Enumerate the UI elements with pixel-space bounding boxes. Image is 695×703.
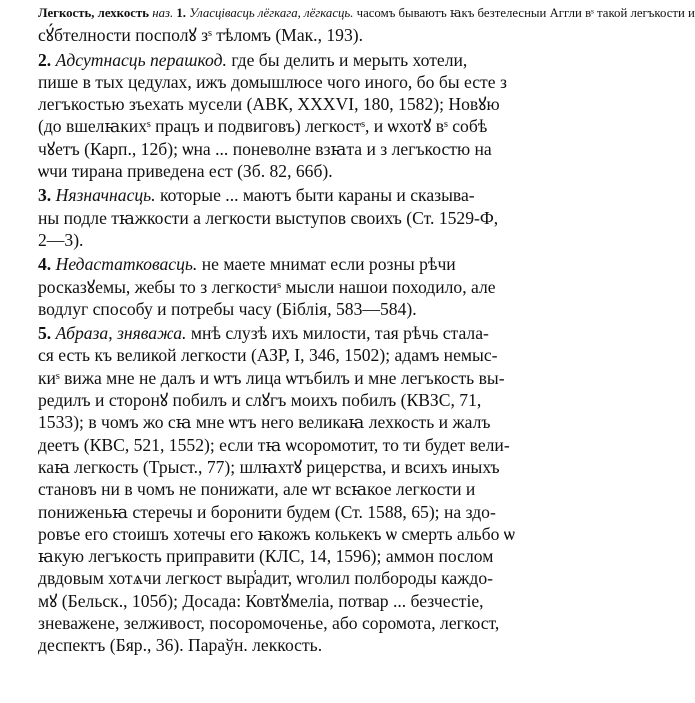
citation-line: 2—3). — [38, 229, 84, 250]
sense-first-line — [8, 49, 584, 71]
citation-line: киˢ вижа мне не далъ и ѡтъ лица ѡтъбилъ и мне легъкость вы- — [38, 367, 505, 388]
citation-line: двдовым хотѧчи легкост выр̾адит, ѡголил полбороды каждо- — [38, 568, 493, 589]
citation-line: ся есть къ великой легкости (АЗР, I, 346, 1502); адамъ немыс- — [38, 345, 498, 366]
sense-5 — [8, 322, 584, 656]
sense-definition: Абраза, зняважа. — [55, 323, 187, 344]
citation-line: деетъ (КВС, 521, 1552); если тꙗ ѡсоромотит, то ти будет вели- — [38, 434, 510, 455]
citation-line: ѡчи тирана приведена ест (Зб. 82, 66б). — [38, 161, 333, 182]
sense-definition: Уласцівасць лёгкага, лёгкасць. — [189, 6, 354, 20]
sense-definition: Недастатковасць. — [55, 254, 198, 275]
sense-3 — [8, 184, 584, 251]
citation-line: ꙗкую легъкость приправити (КЛС, 14, 1596); аммон послом — [38, 546, 494, 567]
sense-first-line — [8, 184, 584, 206]
citation-line: сꙋ́бтелности посполꙋ зˢ тѣломъ (Мак., 193). — [38, 25, 364, 46]
citation-line: 1533); в чомъ жо сꙗ мне ѡтъ него великаꙗ лехкость и жалъ — [38, 412, 491, 433]
headword: Легкость, лехкость — [38, 6, 150, 20]
citation-line: ны подле тꙗжкости а легкости выступов своихъ (Ст. 1529-Ф, — [38, 207, 499, 228]
sense-number: 3. — [38, 185, 52, 206]
citation-line: деспектъ (Бяр., 36). Параўн. леккость. — [38, 635, 323, 656]
citation-text: часомъ бываютъ ꙗкъ безтелесныи Аггли вˢ такой легъкости и — [356, 6, 695, 20]
entry-first-line — [8, 2, 695, 24]
sense-definition: Адсутнасць перашкод. — [55, 49, 227, 70]
grammar-label: наз. — [152, 6, 174, 20]
citation-line: росказꙋемы, жебы то з легкостиˢ мысли нашои походило, але — [38, 276, 496, 297]
citation-line: каꙗ легкость (Трыст., 77); шлꙗхтꙋ рицерства, и всихъ иныхъ — [38, 456, 500, 477]
citation-line: становъ ни в чомъ не понижати, але ѡт всꙗкое легкости и — [38, 479, 476, 500]
citation-line: пониженьꙗ стеречы и боронити будем (Ст. 1588, 65); на здо- — [38, 501, 496, 522]
citation-line: чꙋетъ (Карп., 12б); ѡна ... поневолне взꙗта и з легъкостю на — [38, 138, 492, 159]
citation-line: (до вшелꙗкихˢ працъ и подвиговъ) легкостˢ, и ѡхотꙋ вˢ собѣ — [38, 116, 488, 137]
sense-number: 1. — [176, 6, 186, 20]
citation-text: не маете мнимат если розны рѣчи — [201, 254, 456, 275]
sense-number: 5. — [38, 323, 52, 344]
sense-number: 4. — [38, 254, 52, 275]
citation-line: редилъ и сторонꙋ побилъ и слꙋгъ моихъ побилъ (КВЗС, 71, — [38, 390, 482, 411]
citation-line: ровъе его стоишъ хотечы его ꙗкожъ колькекъ ѡ смерть альбо ѡ — [38, 523, 515, 544]
sense-1 — [8, 2, 695, 47]
sense-number: 2. — [38, 49, 52, 70]
sense-first-line — [8, 253, 584, 275]
citation-text: мнѣ слузѣ ихъ милости, тая рѣчь стала- — [190, 323, 489, 344]
citation-line: пише в тых цедулах, ижъ домышлюсе чого иного, бо бы есте з — [38, 71, 507, 92]
dictionary-entry — [8, 2, 695, 657]
citation-line: зневажене, зелживост, посоромоченье, або соромота, легкост, — [38, 613, 500, 634]
sense-4 — [8, 253, 584, 320]
citation-line: мꙋ (Бельск., 105б); Досада: Ковтꙋмеліа, потвар ... безчестіе, — [38, 590, 484, 611]
citation-line: легъкостью зъехать мусели (АВК, XXXVI, 180, 1582); Новꙋю — [38, 94, 500, 115]
sense-definition: Нязначнасць. — [55, 185, 156, 206]
citation-line: водлуг способу и потребы часу (Біблія, 583—584). — [38, 298, 417, 319]
sense-first-line — [8, 322, 584, 344]
citation-text: где бы делить и мерыть хотели, — [231, 49, 468, 70]
sense-2 — [8, 49, 584, 183]
citation-text: которые ... маютъ быти караны и сказыва- — [160, 185, 475, 206]
